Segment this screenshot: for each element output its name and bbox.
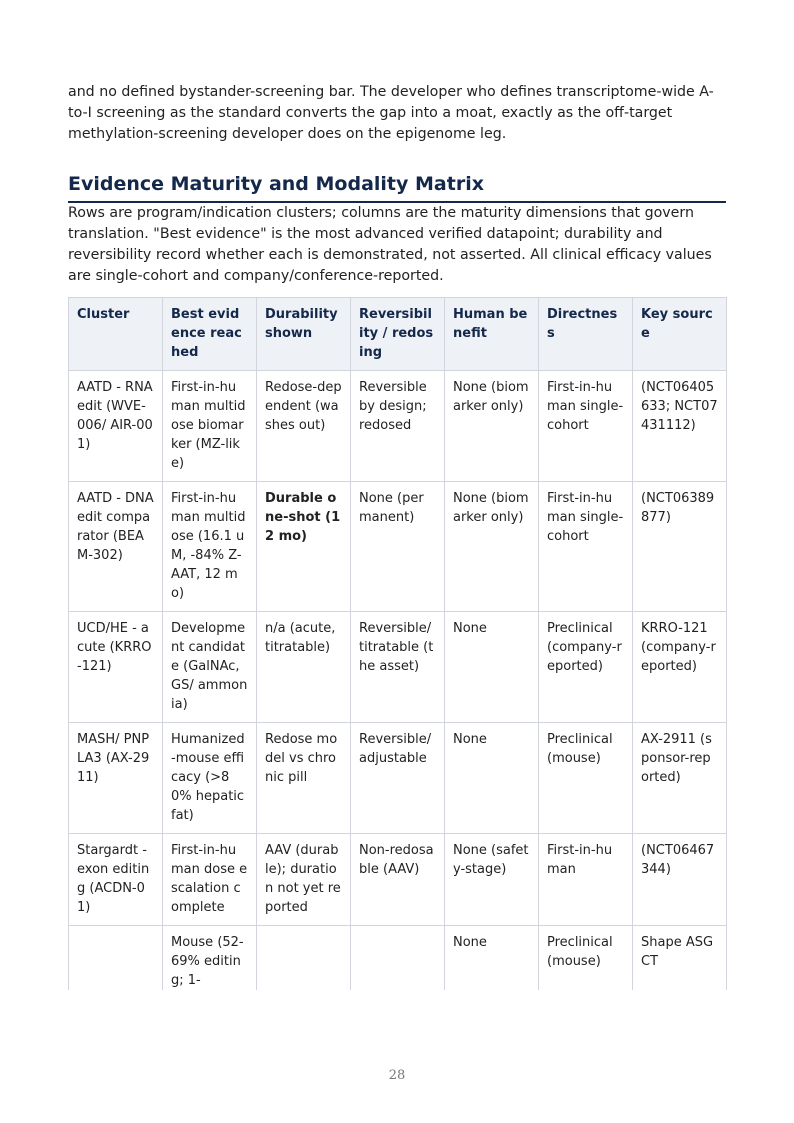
table-cell: AATD - DNA edit comparator (BEAM-302)	[69, 482, 163, 612]
table-cell: KRRO-121 (company-reported)	[633, 612, 727, 723]
header-directness: Directness	[539, 298, 633, 371]
table-cell: None	[445, 612, 539, 723]
table-cell: Non-redosable (AAV)	[351, 834, 445, 926]
table-cell: Shape ASGCT	[633, 926, 727, 991]
table-cell: Preclinical (mouse)	[539, 723, 633, 834]
table-cell	[69, 926, 163, 991]
table-cell: Redose model vs chronic pill	[257, 723, 351, 834]
table-cell: UCD/HE - acute (KRRO-121)	[69, 612, 163, 723]
table-cell: First-in-human single-cohort	[539, 371, 633, 482]
table-cell	[257, 482, 351, 612]
table-cell: None	[445, 926, 539, 991]
table-cell: n/a (acute, titratable)	[257, 612, 351, 723]
evidence-matrix-table	[68, 297, 727, 990]
table-cell: (NCT06389877)	[633, 482, 727, 612]
page-content	[68, 82, 726, 990]
table-cell: None (biomarker only)	[445, 482, 539, 612]
section-heading-wrap	[68, 172, 726, 203]
header-reversibility: Reversibility / redosing	[351, 298, 445, 371]
header-key-source: Key source	[633, 298, 727, 371]
table-cell: Mouse (52-69% editing; 1-	[163, 926, 257, 991]
table-row	[69, 482, 727, 612]
table-cell: (NCT06467344)	[633, 834, 727, 926]
table-cell: First-in-human multidose (16.1 uM, -84% Z-AAT, 12 mo)	[163, 482, 257, 612]
table-cell: Preclinical (mouse)	[539, 926, 633, 991]
table-cell: AATD - RNA edit (WVE-006/ AIR-001)	[69, 371, 163, 482]
table-row	[69, 612, 727, 723]
table-header-row	[69, 298, 727, 371]
table-cell-emphasis: Durable one-shot (12 mo)	[265, 491, 341, 544]
table-cell: First-in-human single-cohort	[539, 482, 633, 612]
table-cell: None (permanent)	[351, 482, 445, 612]
header-cluster: Cluster	[69, 298, 163, 371]
table-row	[69, 371, 727, 482]
page-number: 28	[388, 1068, 406, 1083]
table-cell: Redose-dependent (washes out)	[257, 371, 351, 482]
header-best-evidence: Best evidence reached	[163, 298, 257, 371]
table-cell: Reversible/ titratable (the asset)	[351, 612, 445, 723]
table-cell: Stargardt - exon editing (ACDN-01)	[69, 834, 163, 926]
section-description: Rows are program/indication clusters; columns are the maturity dimensions that govern translation. "Best evidence" is the most advanced verified datapoint; durability and reversibility record whether each is demonstrated, not asserted. All clinical efficacy values are single-cohort and company/conference-reported.	[68, 205, 712, 284]
table-cell: None (biomarker only)	[445, 371, 539, 482]
intro-paragraph: and no defined bystander-screening bar. The developer who defines transcriptome-wide A-to-I screening as the standard converts the gap into a moat, exactly as the off-target methylation-screening developer does on the epigenome leg.	[68, 84, 714, 142]
table-cell: Preclinical (company-reported)	[539, 612, 633, 723]
header-human-benefit: Human benefit	[445, 298, 539, 371]
table-row	[69, 926, 727, 991]
table-cell: Reversible by design; redosed	[351, 371, 445, 482]
table-cell: First-in-human dose escalation complete	[163, 834, 257, 926]
table-row	[69, 723, 727, 834]
table-cell: Development candidate (GalNAc, GS/ ammonia)	[163, 612, 257, 723]
table-cell: First-in-human	[539, 834, 633, 926]
table-cell	[351, 926, 445, 991]
table-cell: None	[445, 723, 539, 834]
table-cell: MASH/ PNPLA3 (AX-2911)	[69, 723, 163, 834]
table-cell	[257, 926, 351, 991]
table-cell: AX-2911 (sponsor-reported)	[633, 723, 727, 834]
section-title: Evidence Maturity and Modality Matrix	[68, 172, 726, 203]
table-row	[69, 834, 727, 926]
table-cell: None (safety-stage)	[445, 834, 539, 926]
table-cell: Reversible/ adjustable	[351, 723, 445, 834]
table-cell: (NCT06405633; NCT07431112)	[633, 371, 727, 482]
header-durability: Durability shown	[257, 298, 351, 371]
table-cell: AAV (durable); duration not yet reported	[257, 834, 351, 926]
table-cell: Humanized-mouse efficacy (>80% hepatic fat)	[163, 723, 257, 834]
table-cell: First-in-human multidose biomarker (MZ-like)	[163, 371, 257, 482]
